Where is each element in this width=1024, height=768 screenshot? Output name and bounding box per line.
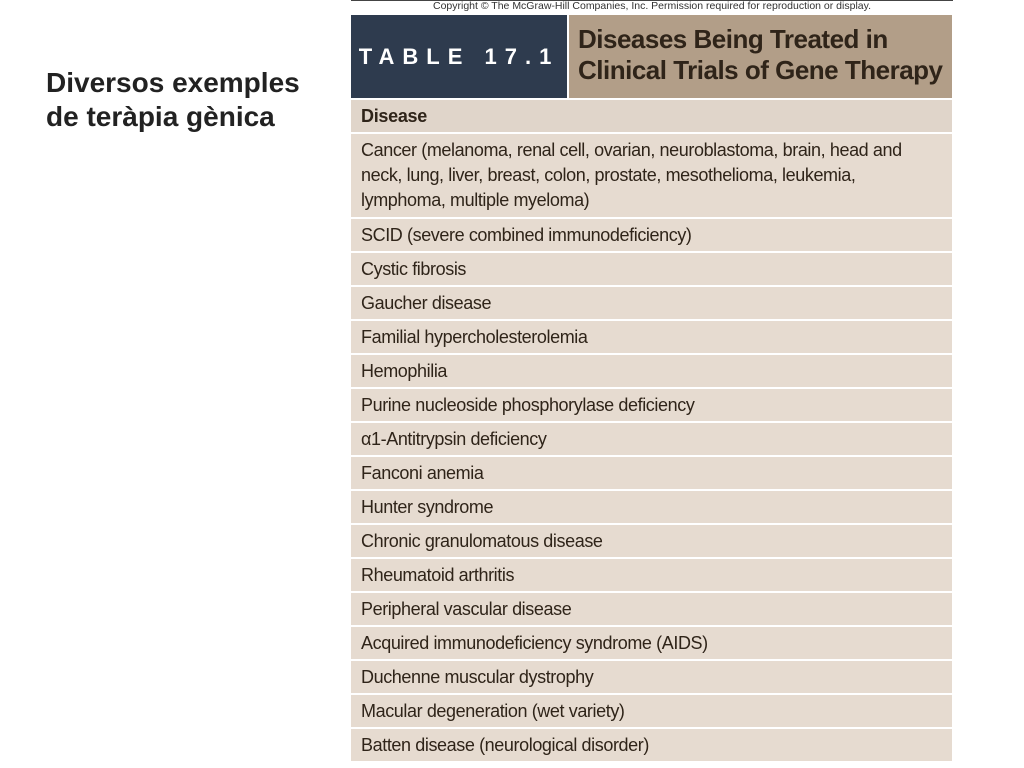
table-row: [351, 695, 952, 727]
disease-cell: Chronic granulomatous disease: [361, 531, 603, 551]
table-row: [351, 219, 952, 251]
disease-cell: Cancer (melanoma, renal cell, ovarian, neuroblastoma, brain, head and neck, lung, liver, breast, colon, prostate, mesothelioma, leukemia, lymphoma, multiple myeloma): [361, 140, 902, 210]
disease-cell: Macular degeneration (wet variety): [361, 701, 625, 721]
table-row: [351, 661, 952, 693]
disease-cell: Familial hypercholesterolemia: [361, 327, 588, 347]
disease-table: [351, 15, 952, 763]
disease-cell: Acquired immunodeficiency syndrome (AIDS): [361, 633, 708, 653]
table-row: [351, 627, 952, 659]
disease-cell: Batten disease (neurological disorder): [361, 735, 649, 755]
table-row: [351, 134, 952, 217]
disease-cell: Gaucher disease: [361, 293, 492, 313]
table-row: [351, 253, 952, 285]
table-row: [351, 287, 952, 319]
copyright-notice: Copyright © The McGraw-Hill Companies, Inc. Permission required for reproduction or display.: [351, 0, 953, 12]
disease-cell: Purine nucleoside phosphorylase deficiency: [361, 395, 695, 415]
disease-cell: Duchenne muscular dystrophy: [361, 667, 594, 687]
table-body: [351, 134, 952, 761]
disease-cell: SCID (severe combined immunodeficiency): [361, 225, 692, 245]
table-title: Diseases Being Treated in Clinical Trials of Gene Therapy: [569, 15, 952, 98]
table-header: [351, 15, 952, 98]
table-row: [351, 389, 952, 421]
disease-cell: Hunter syndrome: [361, 497, 494, 517]
disease-cell: α1-Antitrypsin deficiency: [361, 429, 547, 449]
disease-cell: Cystic fibrosis: [361, 259, 467, 279]
table-row: [351, 525, 952, 557]
column-header: Disease: [351, 100, 952, 132]
table-row: [351, 559, 952, 591]
table-label: TABLE 17.1: [351, 15, 567, 98]
disease-cell: Peripheral vascular disease: [361, 599, 572, 619]
disease-cell: Fanconi anemia: [361, 463, 484, 483]
table-row: [351, 423, 952, 455]
table-row: [351, 729, 952, 761]
table-row: [351, 321, 952, 353]
disease-cell: Rheumatoid arthritis: [361, 565, 515, 585]
table-row: [351, 457, 952, 489]
disease-cell: Hemophilia: [361, 361, 448, 381]
slide-title: Diversos exemples de teràpia gènica: [46, 67, 300, 132]
table-row: [351, 355, 952, 387]
table-row: [351, 491, 952, 523]
table-row: [351, 593, 952, 625]
